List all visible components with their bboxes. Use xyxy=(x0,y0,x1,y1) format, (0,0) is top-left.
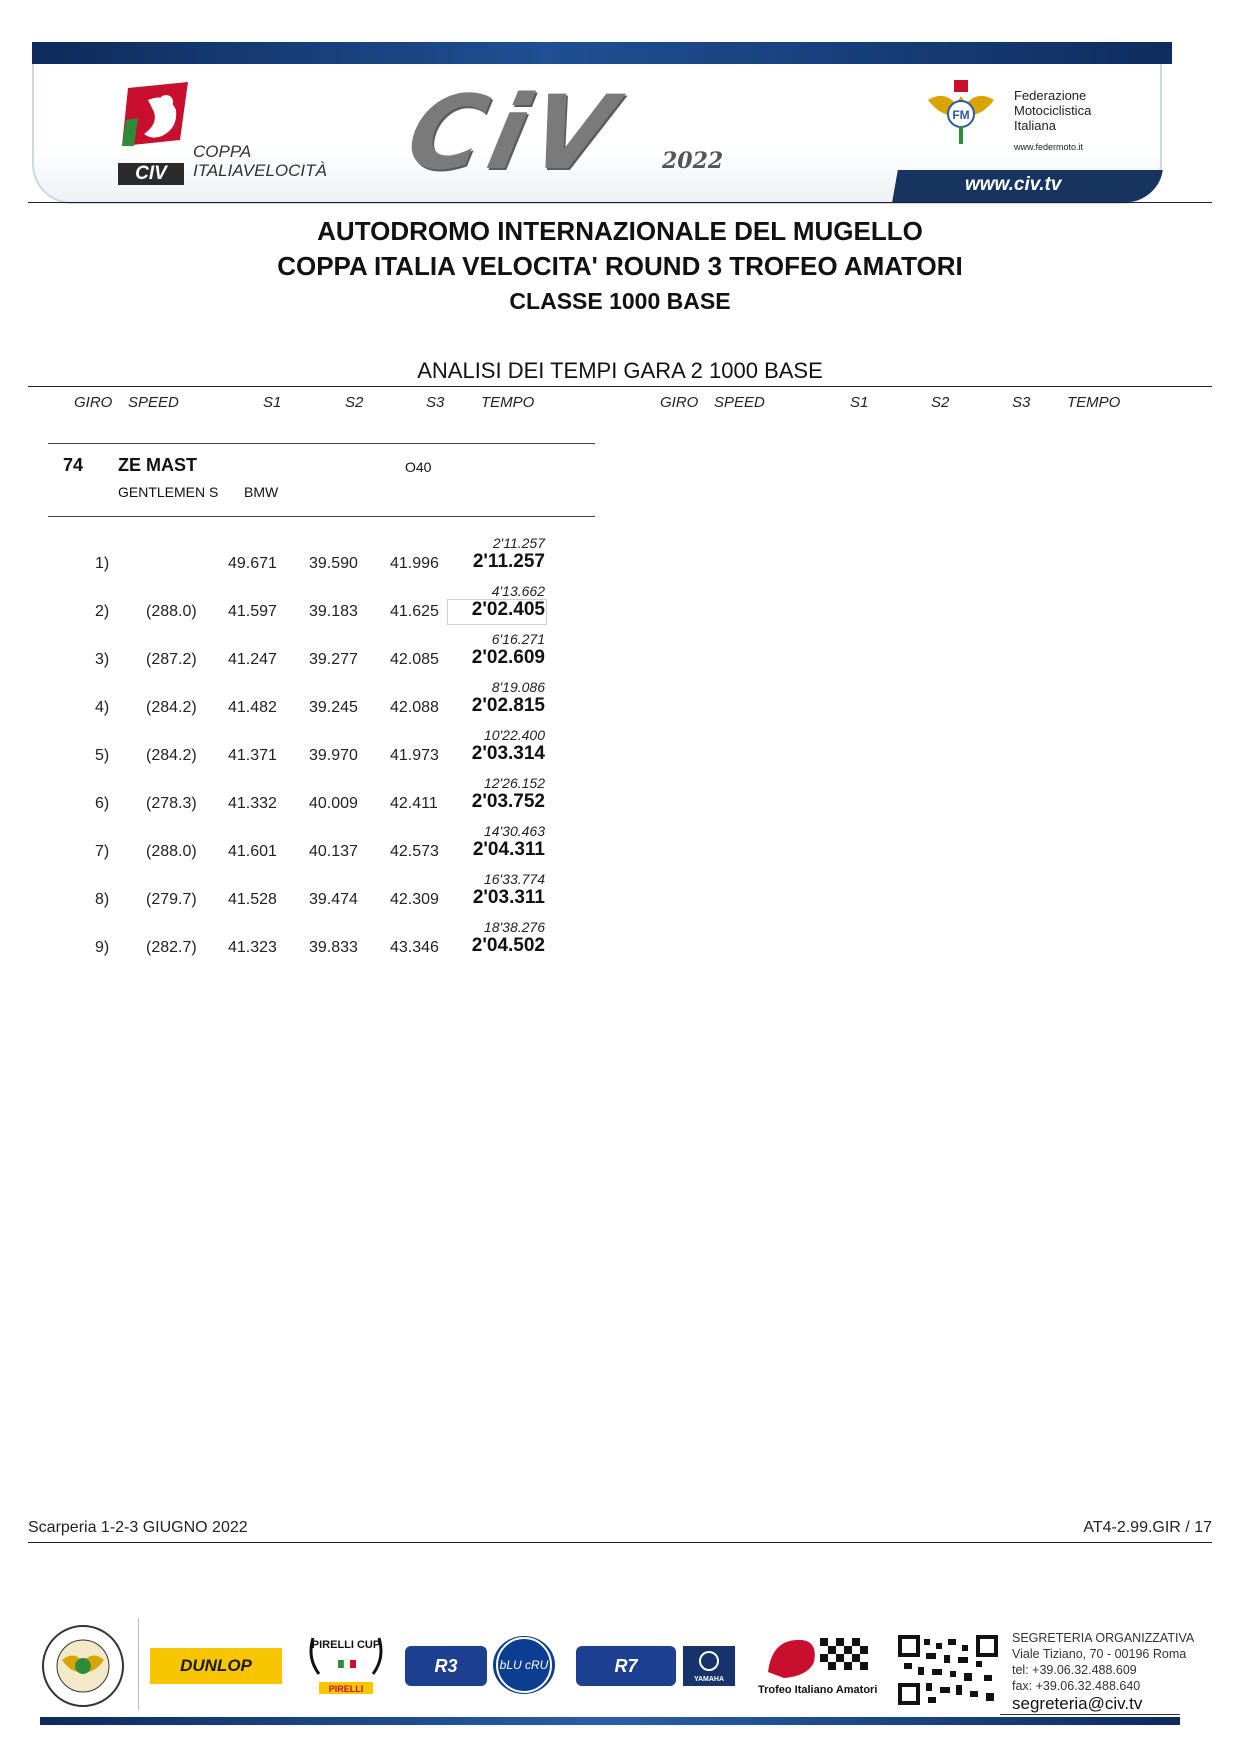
event-title: COPPA ITALIA VELOCITA' ROUND 3 TROFEO AMATORI xyxy=(277,251,963,281)
header-speed-right: SPEED xyxy=(714,394,765,411)
header-tempo-right: TEMPO xyxy=(1067,394,1121,411)
svg-text:FM: FM xyxy=(952,108,970,122)
coppa-italia-text xyxy=(193,142,327,180)
coppa-italia-logo-icon xyxy=(118,80,196,160)
lap-cumulative: 6'16.271 xyxy=(491,631,545,647)
sponsor-bottom-bar xyxy=(40,1717,1180,1725)
lap-speed: (284.2) xyxy=(146,699,197,716)
lap-row xyxy=(0,823,600,871)
lap-row xyxy=(0,631,600,679)
lap-number: 4) xyxy=(95,699,110,716)
sponsor-separator xyxy=(138,1618,139,1710)
lap-cumulative: 16'33.774 xyxy=(483,871,545,887)
lap-speed: (278.3) xyxy=(146,795,197,812)
segreteria-email[interactable]: segreteria@civ.tv xyxy=(1012,1694,1143,1713)
fmi-line-3: Italiana xyxy=(1014,118,1056,133)
lap-s2: 39.277 xyxy=(309,651,358,668)
lap-cumulative: 14'30.463 xyxy=(483,823,545,839)
lap-cumulative: 10'22.400 xyxy=(483,727,545,743)
website-text[interactable]: www.civ.tv xyxy=(965,174,1062,195)
header-s1-left: S1 xyxy=(263,394,282,411)
lap-s2: 39.183 xyxy=(309,603,358,620)
analysis-title: ANALISI DEI TEMPI GARA 2 1000 BASE xyxy=(417,358,823,383)
header-tempo-left: TEMPO xyxy=(481,394,535,411)
civ-year: 2022 xyxy=(662,148,724,174)
lap-s1: 41.597 xyxy=(228,603,277,620)
lap-s2: 39.245 xyxy=(309,699,358,716)
lap-time: 2'04.311 xyxy=(472,839,545,860)
civ-main-logo: CiV xyxy=(397,74,630,193)
fmi-line-1: Federazione xyxy=(1014,88,1087,103)
fmi-eagle-logo-icon xyxy=(926,76,996,148)
lap-number: 8) xyxy=(95,891,110,908)
rider-bike: BMW xyxy=(244,484,279,500)
header-s3-right: S3 xyxy=(1012,394,1031,411)
lap-s2: 40.137 xyxy=(309,843,358,860)
fmi-name xyxy=(1014,88,1091,133)
lap-s3: 42.411 xyxy=(390,795,438,812)
lap-speed: (284.2) xyxy=(146,747,197,764)
lap-number: 1) xyxy=(95,555,110,572)
qr-code-icon[interactable] xyxy=(898,1635,998,1705)
r7-cup-logo-icon xyxy=(576,1646,676,1686)
lap-number: 3) xyxy=(95,651,110,668)
lap-s2: 40.009 xyxy=(309,795,358,812)
header-s1-right: S1 xyxy=(850,394,869,411)
lap-number: 9) xyxy=(95,939,110,956)
header-giro-right: GIRO xyxy=(660,394,699,411)
lap-s3: 42.088 xyxy=(390,699,439,716)
lap-s1: 41.482 xyxy=(228,699,277,716)
lap-number: 7) xyxy=(95,843,110,860)
lap-s3: 43.346 xyxy=(390,939,439,956)
lap-s2: 39.590 xyxy=(309,555,358,572)
lap-time: 2'04.502 xyxy=(471,935,545,956)
lap-time-best: 2'02.405 xyxy=(471,599,545,620)
footer-rule xyxy=(28,1542,1212,1543)
header-rule xyxy=(28,202,1212,203)
yamaha-logo-icon xyxy=(683,1646,735,1686)
r7-text: R7 xyxy=(614,1656,638,1676)
lap-s3: 41.625 xyxy=(390,603,439,620)
yamaha-text: YAMAHA xyxy=(693,1676,725,1683)
lap-speed: (279.7) xyxy=(146,891,197,908)
r3-text: R3 xyxy=(434,1656,458,1676)
lap-speed: (282.7) xyxy=(146,939,197,956)
lap-s1: 41.323 xyxy=(228,939,277,956)
lap-time: 2'11.257 xyxy=(472,551,545,572)
trofeo-amatori-logo-icon xyxy=(762,1632,874,1682)
lap-s1: 41.332 xyxy=(228,795,277,812)
coppa-line-1: COPPA xyxy=(193,142,252,161)
lap-number: 5) xyxy=(95,747,110,764)
lap-cumulative: 18'38.276 xyxy=(483,919,545,935)
lap-number: 2) xyxy=(95,603,110,620)
trofeo-amatori-text: Trofeo Italiano Amatori xyxy=(758,1684,878,1696)
lap-row xyxy=(0,679,600,727)
lap-row xyxy=(0,871,600,919)
lap-s3: 42.573 xyxy=(390,843,439,860)
class-title: CLASSE 1000 BASE xyxy=(509,288,731,314)
rider-rule-top xyxy=(48,443,595,444)
header-giro-left: GIRO xyxy=(74,394,113,411)
lap-row xyxy=(0,727,600,775)
analysis-rule xyxy=(28,386,1212,387)
lap-s2: 39.833 xyxy=(309,939,358,956)
header-s2-left: S2 xyxy=(345,394,364,411)
footer-location-date: Scarperia 1-2-3 GIUGNO 2022 xyxy=(28,1519,248,1536)
pirelli-cup-text: PIRELLI CUP xyxy=(311,1639,381,1651)
segreteria-rule xyxy=(1000,1714,1180,1715)
lap-row xyxy=(0,535,600,583)
fmi-url[interactable]: www.federmoto.it xyxy=(1014,142,1084,152)
lap-cumulative: 12'26.152 xyxy=(483,775,545,791)
rider-category: O40 xyxy=(405,459,432,475)
lap-s1: 41.601 xyxy=(228,843,277,860)
fmi-line-2: Motociclistica xyxy=(1014,103,1092,118)
segreteria-line-2: Viale Tiziano, 70 - 00196 Roma xyxy=(1012,1647,1187,1661)
lap-cumulative: 4'13.662 xyxy=(491,583,545,599)
lap-speed: (288.0) xyxy=(146,603,197,620)
lap-cumulative: 8'19.086 xyxy=(491,679,545,695)
segreteria-info xyxy=(1012,1630,1194,1694)
lap-number: 6) xyxy=(95,795,110,812)
segreteria-line-3: tel: +39.06.32.488.609 xyxy=(1012,1663,1137,1677)
pirelli-cup-logo-icon xyxy=(305,1628,387,1700)
lap-time: 2'03.314 xyxy=(471,743,545,764)
circuit-title: AUTODROMO INTERNAZIONALE DEL MUGELLO xyxy=(317,216,923,246)
lap-s3: 42.309 xyxy=(390,891,439,908)
header-s2-right: S2 xyxy=(931,394,950,411)
lap-s2: 39.474 xyxy=(309,891,358,908)
header-top-bar xyxy=(32,42,1172,64)
lap-speed: (288.0) xyxy=(146,843,197,860)
dunlop-logo: DUNLOP xyxy=(150,1648,282,1684)
lap-s3: 41.996 xyxy=(390,555,439,572)
lap-time: 2'02.815 xyxy=(471,695,545,716)
lap-time: 2'03.752 xyxy=(471,791,545,812)
lap-s1: 41.371 xyxy=(228,747,277,764)
lap-row xyxy=(0,583,600,631)
segreteria-line-1: SEGRETERIA ORGANIZZATIVA xyxy=(1012,1631,1195,1645)
lap-s1: 49.671 xyxy=(228,555,277,572)
rider-name: ZE MAST xyxy=(118,455,197,475)
footer-page-code: AT4-2.99.GIR / 17 xyxy=(1083,1519,1212,1536)
r3-cup-logo-icon xyxy=(405,1646,487,1686)
rider-rule-bottom xyxy=(48,516,595,517)
lap-s1: 41.528 xyxy=(228,891,277,908)
civ-small-logo: CIV xyxy=(118,163,184,185)
blu-cru-text: bLU cRU xyxy=(499,1658,549,1672)
rider-number: 74 xyxy=(63,455,84,475)
lap-row xyxy=(0,775,600,823)
lap-time: 2'02.609 xyxy=(471,647,545,668)
rider-team: GENTLEMEN S xyxy=(118,484,219,500)
header-s3-left: S3 xyxy=(426,394,445,411)
blu-cru-logo-icon xyxy=(493,1636,555,1694)
pirelli-text: PIRELLI xyxy=(328,1684,364,1694)
lap-time: 2'03.311 xyxy=(472,887,545,908)
header-speed-left: SPEED xyxy=(128,394,179,411)
lap-speed: (287.2) xyxy=(146,651,197,668)
segreteria-line-4: fax: +39.06.32.488.640 xyxy=(1012,1679,1141,1693)
trofeo-seal-icon xyxy=(40,1620,126,1712)
lap-s2: 39.970 xyxy=(309,747,358,764)
lap-row xyxy=(0,919,600,967)
lap-cumulative: 2'11.257 xyxy=(492,535,545,551)
lap-s1: 41.247 xyxy=(228,651,277,668)
lap-s3: 41.973 xyxy=(390,747,439,764)
coppa-line-2: ITALIAVELOCITÀ xyxy=(193,161,327,180)
lap-s3: 42.085 xyxy=(390,651,439,668)
